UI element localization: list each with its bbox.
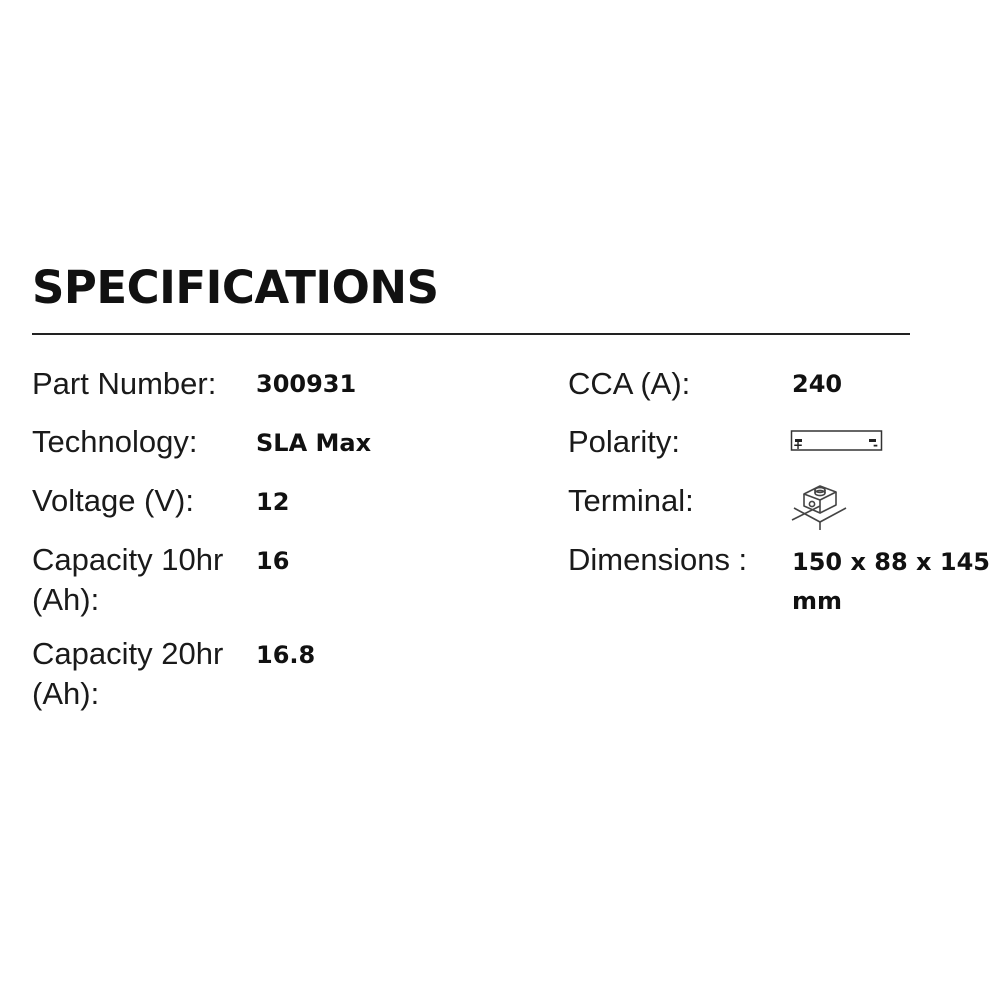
capacity-10hr-label-line1: Capacity 10hr [32, 542, 224, 577]
capacity-10hr-label-line2: (Ah): [32, 582, 100, 617]
page-title: SPECIFICATIONS [32, 261, 439, 314]
battery-polarity-icon [790, 428, 884, 454]
polarity-plus-sign: + [793, 438, 804, 452]
dimensions-value-line1: 150 x 88 x 145 [792, 548, 990, 576]
polarity-label: Polarity: [568, 424, 680, 459]
title-divider [32, 333, 910, 335]
battery-terminal-icon [790, 480, 850, 532]
capacity-20hr-label-line2: (Ah): [32, 676, 100, 711]
part-number-value: 300931 [256, 370, 357, 398]
capacity-20hr-value: 16.8 [256, 641, 316, 669]
voltage-label: Voltage (V): [32, 483, 194, 518]
voltage-value: 12 [256, 488, 290, 516]
dimensions-value-line2: mm [792, 587, 843, 615]
capacity-10hr-value: 16 [256, 547, 290, 575]
technology-label: Technology: [32, 424, 198, 459]
cca-value: 240 [792, 370, 843, 398]
dimensions-label: Dimensions : [568, 542, 748, 577]
capacity-20hr-label-line1: Capacity 20hr [32, 636, 224, 671]
technology-value: SLA Max [256, 429, 372, 457]
polarity-minus-sign: - [873, 438, 878, 452]
terminal-label: Terminal: [568, 483, 694, 518]
cca-label: CCA (A): [568, 366, 691, 401]
part-number-label: Part Number: [32, 366, 217, 401]
